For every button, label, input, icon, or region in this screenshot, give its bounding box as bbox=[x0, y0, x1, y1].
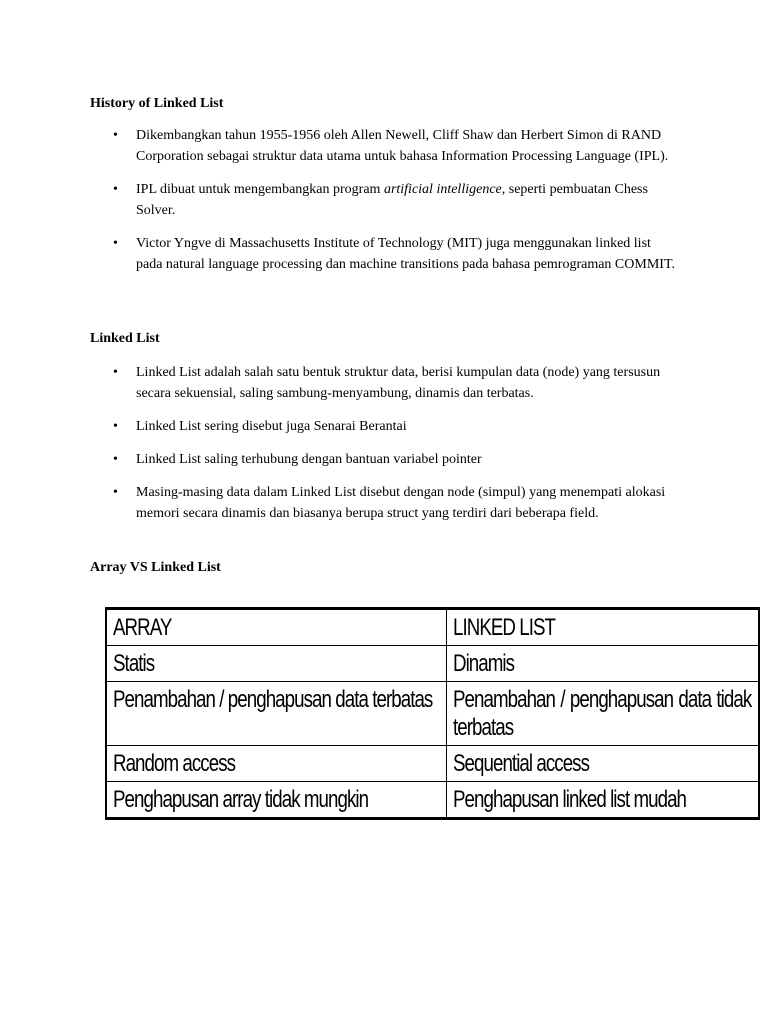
table-cell: Penambahan / penghapusan data tidak terbatas bbox=[447, 682, 759, 746]
bullet-icon: • bbox=[113, 485, 118, 500]
list-item-text: Linked List adalah salah satu bentuk struktur data, berisi kumpulan data (node) yang tersusun secara sekuensial, saling sambung-menyambung, dinamis dan terbatas. bbox=[136, 365, 661, 401]
list-item-text: Dikembangkan tahun 1955-1956 oleh Allen Newell, Cliff Shaw dan Herbert Simon di RAND Corporation sebagai struktur data utama untuk bahasa Information Processing Language (IPL). bbox=[136, 128, 669, 164]
italic-term: artificial intelligence bbox=[383, 182, 502, 197]
list-item-text: IPL dibuat untuk mengembangkan program artificial intelligence, seperti pembuatan Chess Solver. bbox=[136, 182, 648, 218]
comparison-table bbox=[105, 607, 760, 820]
bullet-icon: • bbox=[113, 419, 118, 434]
list-item bbox=[113, 449, 678, 470]
table-cell: Penghapusan array tidak mungkin bbox=[106, 782, 447, 819]
list-item-text: Linked List saling terhubung dengan bantuan variabel pointer bbox=[136, 452, 482, 467]
table-header-row bbox=[106, 609, 759, 646]
table-cell: Statis bbox=[106, 646, 447, 682]
table-row bbox=[106, 646, 759, 682]
table-cell: Penambahan / penghapusan data terbatas bbox=[106, 682, 447, 746]
bullet-icon: • bbox=[113, 182, 118, 197]
section-heading-linked-list: Linked List bbox=[90, 331, 160, 346]
table-cell: Dinamis bbox=[447, 646, 759, 682]
list-item bbox=[113, 179, 678, 221]
section-heading-history: History of Linked List bbox=[90, 96, 224, 111]
list-item bbox=[113, 125, 678, 167]
list-item bbox=[113, 362, 678, 404]
table-cell: Penghapusan linked list mudah bbox=[447, 782, 759, 819]
table-row bbox=[106, 782, 759, 819]
table-cell: Sequential access bbox=[447, 746, 759, 782]
bullet-icon: • bbox=[113, 128, 118, 143]
list-item bbox=[113, 233, 678, 275]
bullet-icon: • bbox=[113, 236, 118, 251]
list-item-text: Masing-masing data dalam Linked List disebut dengan node (simpul) yang menempati alokasi memori secara dinamis dan biasanya berupa struct yang terdiri dari beberapa field. bbox=[136, 485, 666, 521]
table-header-cell: ARRAY bbox=[106, 609, 447, 646]
linked-list-list bbox=[113, 362, 678, 524]
table-header-cell: LINKED LIST bbox=[447, 609, 759, 646]
list-item-text: Linked List sering disebut juga Senarai Berantai bbox=[136, 419, 407, 434]
table-cell: Random access bbox=[106, 746, 447, 782]
section-heading-comparison: Array VS Linked List bbox=[90, 560, 221, 575]
table-row bbox=[106, 682, 759, 746]
list-item-text: Victor Yngve di Massachusetts Institute of Technology (MIT) juga menggunakan linked list pada natural language processing dan machine transitions pada bahasa pemrograman COMMIT. bbox=[136, 236, 675, 272]
list-item bbox=[113, 482, 678, 524]
history-list bbox=[113, 125, 678, 275]
bullet-icon: • bbox=[113, 365, 118, 380]
table-row bbox=[106, 746, 759, 782]
bullet-icon: • bbox=[113, 452, 118, 467]
list-item bbox=[113, 416, 678, 437]
